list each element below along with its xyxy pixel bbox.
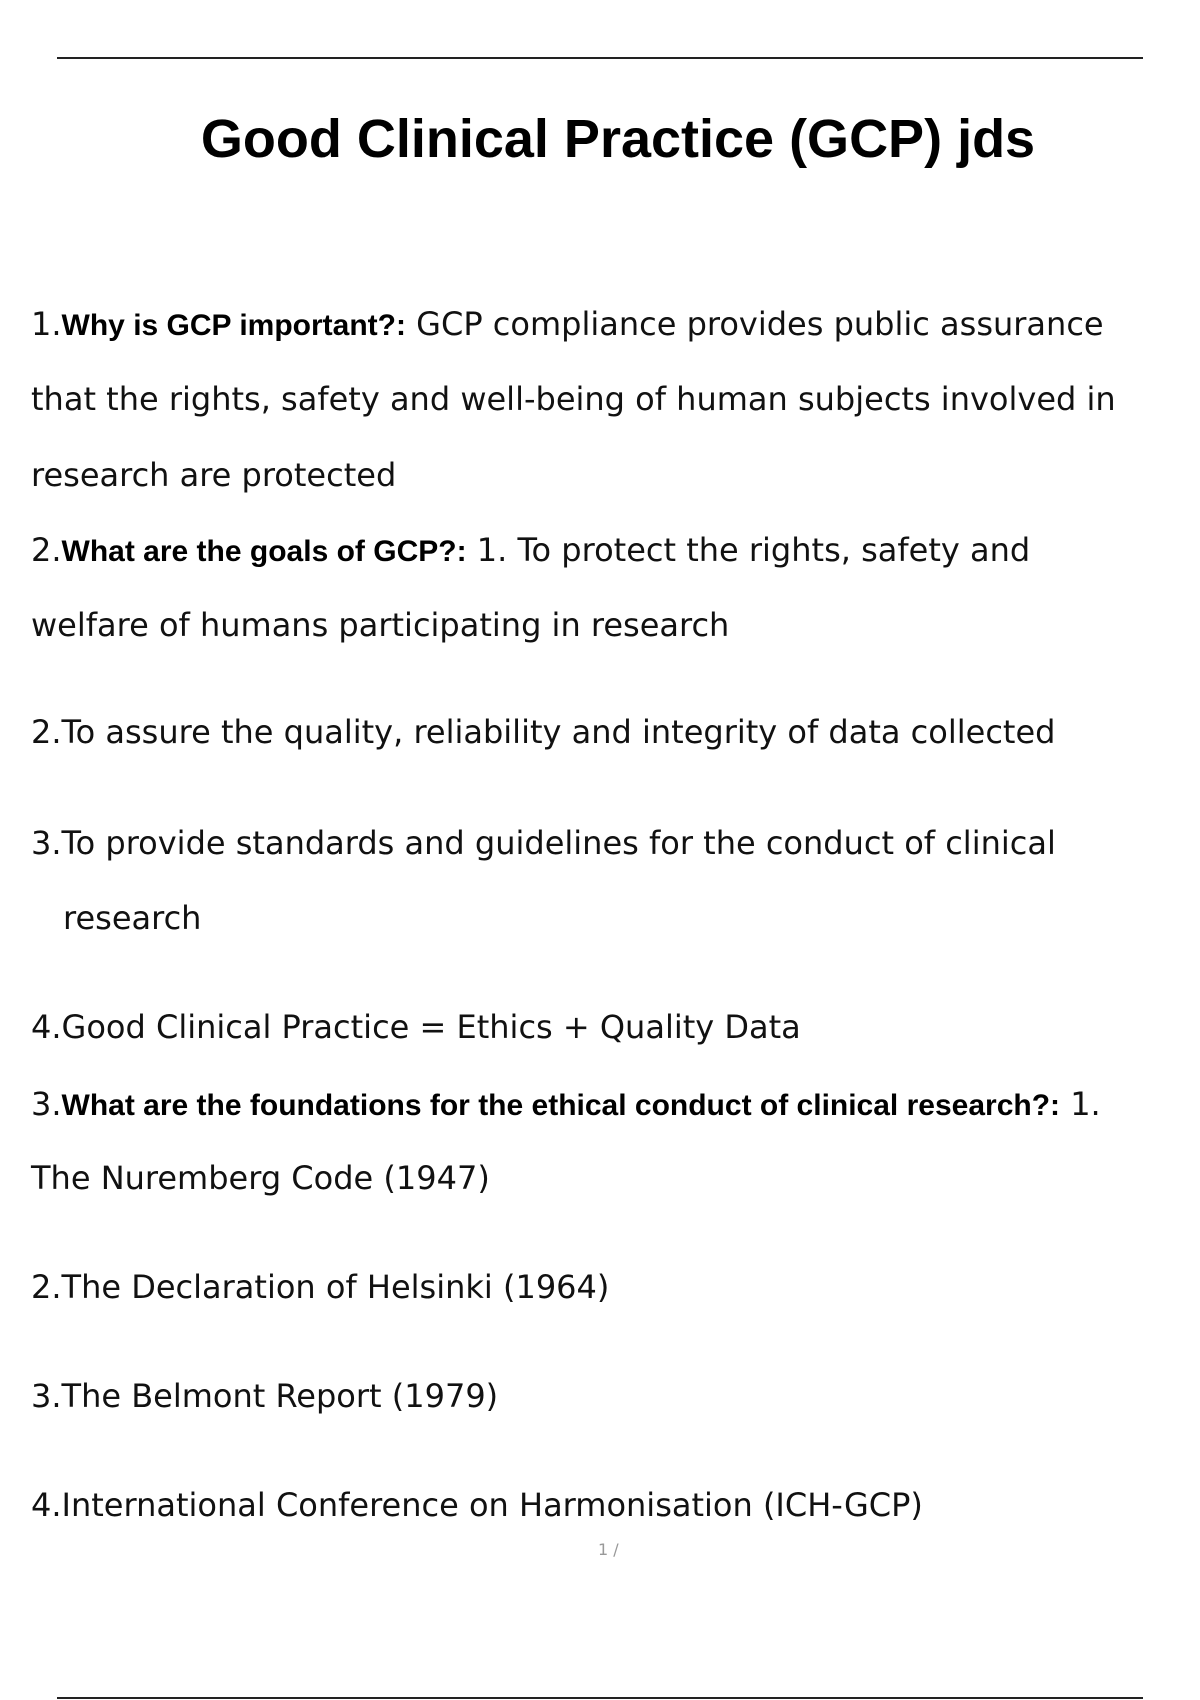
bottom-rule <box>57 1697 1143 1699</box>
item-3-line-1 <box>31 1084 1101 1126</box>
item-3-number: 3. <box>31 1085 62 1123</box>
item-2-answer-start: 1. To protect the rights, safety and <box>466 531 1031 569</box>
item-2-question: What are the goals of GCP?: <box>61 535 467 568</box>
item-3-point: 4.International Conference on Harmonisation (ICH-GCP) <box>31 1486 923 1524</box>
item-2-number: 2. <box>31 531 62 569</box>
item-2-point-continued: research <box>63 899 202 937</box>
item-2-point: 4.Good Clinical Practice = Ethics + Quality Data <box>31 1008 801 1046</box>
item-2-point: 2.To assure the quality, reliability and integrity of data collected <box>31 713 1056 751</box>
item-3-question: What are the foundations for the ethical conduct of clinical research?: <box>61 1089 1061 1122</box>
item-1-number: 1. <box>31 305 62 343</box>
item-1-line-1 <box>31 304 1104 346</box>
item-1-question: Why is GCP important?: <box>61 309 406 342</box>
item-1-answer-line-3: research are protected <box>31 456 397 494</box>
page-number: 1 / <box>598 1540 619 1559</box>
item-3-answer-line-2: The Nuremberg Code (1947) <box>31 1159 490 1197</box>
item-3-point: 3.The Belmont Report (1979) <box>31 1377 499 1415</box>
item-1-answer-line-2: that the rights, safety and well-being of human subjects involved in <box>31 380 1116 418</box>
item-2-line-1 <box>31 530 1030 572</box>
item-3-point: 2.The Declaration of Helsinki (1964) <box>31 1268 610 1306</box>
item-2-answer-line-2: welfare of humans participating in research <box>31 606 730 644</box>
top-rule <box>57 57 1143 59</box>
item-1-answer-start: GCP compliance provides public assurance <box>406 305 1104 343</box>
item-2-point: 3.To provide standards and guidelines for the conduct of clinical <box>31 824 1056 862</box>
item-3-answer-start: 1. <box>1060 1085 1101 1123</box>
document-title: Good Clinical Practice (GCP) jds <box>200 109 1036 169</box>
